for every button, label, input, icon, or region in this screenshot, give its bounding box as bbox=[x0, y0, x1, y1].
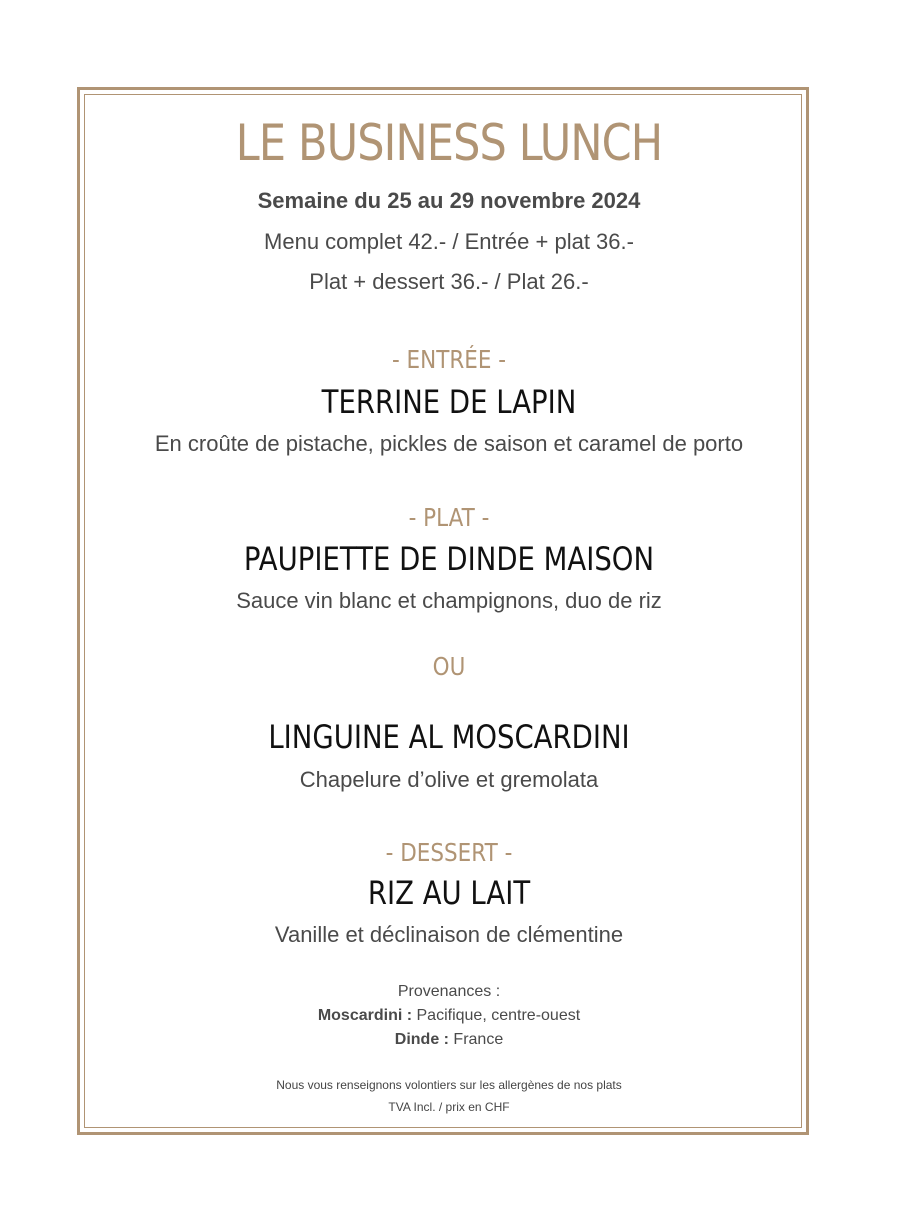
provenance-origin: Pacifique, centre-ouest bbox=[412, 1007, 581, 1024]
dish-description-plat: Sauce vin blanc et champignons, duo de riz bbox=[236, 588, 662, 613]
provenance-origin: France bbox=[448, 1031, 504, 1048]
dish-name-plat-alternative: LINGUINE AL MOSCARDINI bbox=[268, 718, 630, 756]
vat-note: TVA Incl. / prix en CHF bbox=[388, 1100, 510, 1114]
dish-name-entree: TERRINE DE LAPIN bbox=[321, 383, 577, 421]
provenance-name: Moscardini : bbox=[317, 1007, 413, 1024]
dish-description-dessert: Vanille et déclinaison de clémentine bbox=[274, 922, 624, 947]
prices-line-1: Menu complet 42.- / Entrée + plat 36.- bbox=[264, 229, 634, 254]
section-label-dessert: - DESSERT - bbox=[385, 838, 513, 867]
section-label-entree: - ENTRÉE - bbox=[391, 345, 507, 374]
dish-description-entree: En croûte de pistache, pickles de saison et caramel de porto bbox=[154, 431, 744, 456]
dish-name-dessert: RIZ AU LAIT bbox=[367, 874, 531, 912]
provenances-heading: Provenances : bbox=[397, 983, 501, 1000]
week-dates: Semaine du 25 au 29 novembre 2024 bbox=[257, 188, 641, 213]
prices-line-2: Plat + dessert 36.- / Plat 26.- bbox=[309, 269, 589, 294]
dish-name-plat: PAUPIETTE DE DINDE MAISON bbox=[243, 540, 655, 578]
provenance-item bbox=[0, 1031, 898, 1049]
or-separator: OU bbox=[432, 652, 466, 681]
menu-title: LE BUSINESS LUNCH bbox=[235, 114, 663, 172]
section-label-plat: - PLAT - bbox=[408, 503, 490, 532]
dish-description-plat-alternative: Chapelure d’olive et gremolata bbox=[299, 767, 599, 792]
allergens-note: Nous vous renseignons volontiers sur les allergènes de nos plats bbox=[276, 1078, 622, 1092]
provenance-name: Dinde : bbox=[394, 1031, 449, 1048]
provenance-item bbox=[0, 1007, 898, 1025]
